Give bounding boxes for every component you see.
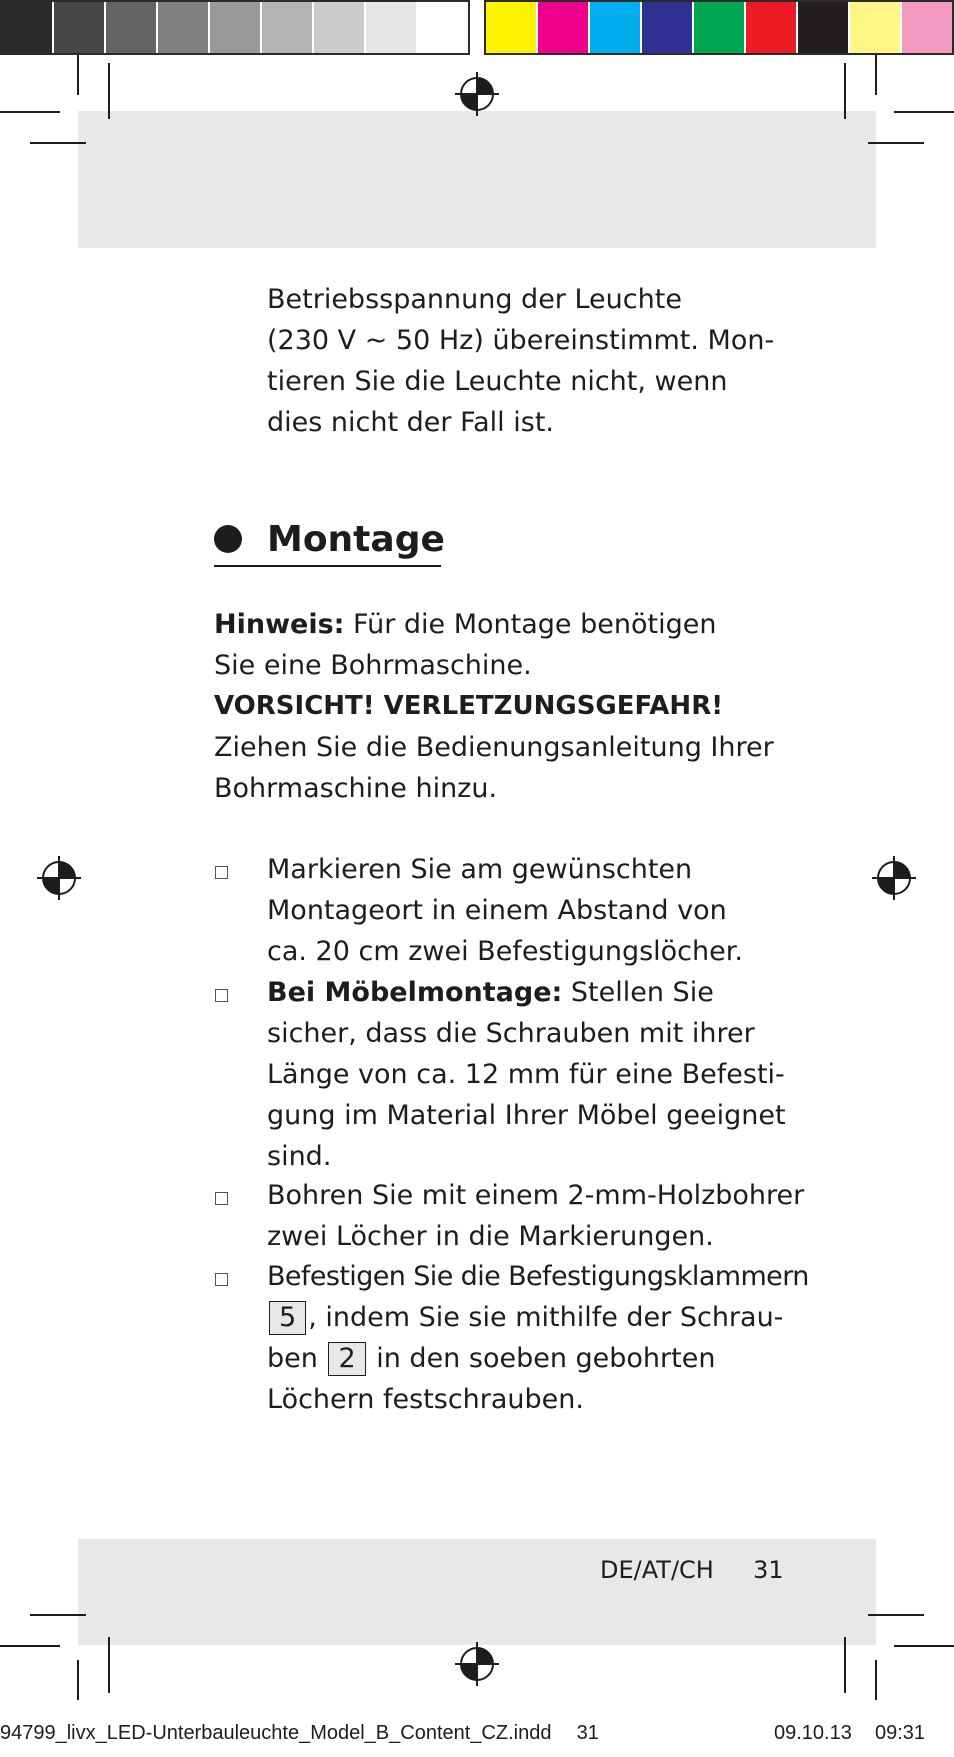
step-line xyxy=(267,972,786,1013)
color-swatch xyxy=(418,2,468,53)
intro-paragraph xyxy=(267,279,774,443)
grayscale-color-bar xyxy=(0,0,470,55)
step-item xyxy=(267,849,743,972)
intro-line: Betriebsspannung der Leuchte xyxy=(267,284,682,315)
step-item xyxy=(267,972,786,1177)
registration-mark-icon xyxy=(455,1642,499,1686)
color-swatch xyxy=(2,2,54,53)
crop-mark xyxy=(844,1637,846,1693)
step-checkbox-icon xyxy=(215,1273,228,1286)
step-line: Löchern festschrauben. xyxy=(267,1384,584,1415)
crop-mark xyxy=(868,142,924,144)
slug-time: 09:31 xyxy=(874,1722,926,1744)
color-swatch xyxy=(158,2,210,53)
step-line: gung im Material Ihrer Möbel geeignet xyxy=(267,1100,786,1131)
note-paragraph xyxy=(214,604,774,809)
registration-mark-icon xyxy=(37,856,81,900)
registration-mark-icon xyxy=(872,856,916,900)
crop-mark xyxy=(875,1660,877,1700)
top-margin-panel xyxy=(78,111,876,248)
step-line: sicher, dass die Schrauben mit ihrer xyxy=(267,1018,755,1049)
color-swatch xyxy=(210,2,262,53)
step-text: Stellen Sie xyxy=(562,977,714,1008)
step-line: Befestigen Sie die Befestigungsklammern xyxy=(267,1261,809,1292)
color-swatch xyxy=(366,2,418,53)
color-swatch xyxy=(314,2,366,53)
crop-mark xyxy=(30,1614,86,1616)
intro-line: dies nicht der Fall ist. xyxy=(267,407,554,438)
page-number: 31 xyxy=(753,1556,784,1584)
intro-line: (230 V ~ 50 Hz) übereinstimmt. Mon- xyxy=(267,325,775,356)
step-line: sind. xyxy=(267,1141,332,1172)
heading-underline xyxy=(214,565,441,567)
section-title: Montage xyxy=(267,519,445,560)
slug-date: 09.10.13 xyxy=(774,1722,852,1744)
step-item xyxy=(267,1175,804,1257)
color-swatch xyxy=(642,2,694,53)
part-reference: 2 xyxy=(328,1342,365,1376)
region-label: DE/AT/CH xyxy=(600,1556,714,1584)
slug-filename xyxy=(0,1722,599,1745)
step-line: Länge von ca. 12 mm für eine Befesti- xyxy=(267,1059,785,1090)
crop-mark xyxy=(868,1614,924,1616)
step-line: ca. 20 cm zwei Befestigungslöcher. xyxy=(267,936,743,967)
step-checkbox-icon xyxy=(215,989,228,1002)
bottom-margin-panel xyxy=(78,1539,876,1645)
crop-mark xyxy=(894,111,954,113)
note-label: Hinweis: xyxy=(214,609,345,640)
note-line: Sie eine Bohrmaschine. xyxy=(214,650,532,681)
crop-mark xyxy=(77,1660,79,1700)
color-swatch xyxy=(694,2,746,53)
color-swatch xyxy=(902,2,952,53)
process-color-bar xyxy=(484,0,954,55)
color-swatch xyxy=(538,2,590,53)
color-swatch xyxy=(798,2,850,53)
file-name: 94799_livx_LED-Unterbauleuchte_Model_B_Content_CZ.indd xyxy=(0,1722,552,1744)
color-swatch xyxy=(590,2,642,53)
crop-mark xyxy=(875,55,877,95)
color-swatch xyxy=(54,2,106,53)
part-reference: 5 xyxy=(269,1301,306,1335)
step-checkbox-icon xyxy=(215,1192,228,1205)
step-line: Bohren Sie mit einem 2-mm-Holzbohrer xyxy=(267,1180,805,1211)
crop-mark xyxy=(0,1645,60,1647)
slug-timestamp xyxy=(774,1722,925,1745)
note-line: Ziehen Sie die Bedienungsanleitung Ihrer xyxy=(214,732,774,763)
step-text: ben xyxy=(267,1343,318,1374)
warning-text: VORSICHT! VERLETZUNGSGEFAHR! xyxy=(214,691,724,721)
color-swatch xyxy=(746,2,798,53)
color-swatch xyxy=(262,2,314,53)
note-line: Bohrmaschine hinzu. xyxy=(214,773,498,804)
color-swatch xyxy=(850,2,902,53)
step-line: Markieren Sie am gewünschten xyxy=(267,854,693,885)
crop-mark xyxy=(0,111,60,113)
intro-line: tieren Sie die Leuchte nicht, wenn xyxy=(267,366,728,397)
step-line: Montageort in einem Abstand von xyxy=(267,895,727,926)
step-line xyxy=(267,1297,809,1338)
step-line xyxy=(267,1338,809,1379)
step-text: , indem Sie sie mithilfe der Schrau- xyxy=(308,1302,784,1333)
crop-mark xyxy=(108,63,110,119)
note-text: Für die Montage benötigen xyxy=(344,609,717,640)
crop-mark xyxy=(108,1637,110,1693)
color-swatch xyxy=(106,2,158,53)
step-bold-label: Bei Möbelmontage: xyxy=(267,977,563,1008)
note-line xyxy=(214,604,774,645)
step-checkbox-icon xyxy=(215,866,228,879)
crop-mark xyxy=(844,63,846,119)
heading-bullet-icon xyxy=(214,525,242,553)
registration-mark-icon xyxy=(455,72,499,116)
step-item xyxy=(267,1256,809,1420)
crop-mark xyxy=(894,1645,954,1647)
slug-page: 31 xyxy=(576,1722,599,1744)
step-line: zwei Löcher in die Markierungen. xyxy=(267,1221,714,1252)
step-text: in den soeben gebohrten xyxy=(367,1343,716,1374)
crop-mark xyxy=(77,55,79,95)
page-footer xyxy=(600,1556,784,1584)
crop-mark xyxy=(30,142,86,144)
color-swatch xyxy=(486,2,538,53)
